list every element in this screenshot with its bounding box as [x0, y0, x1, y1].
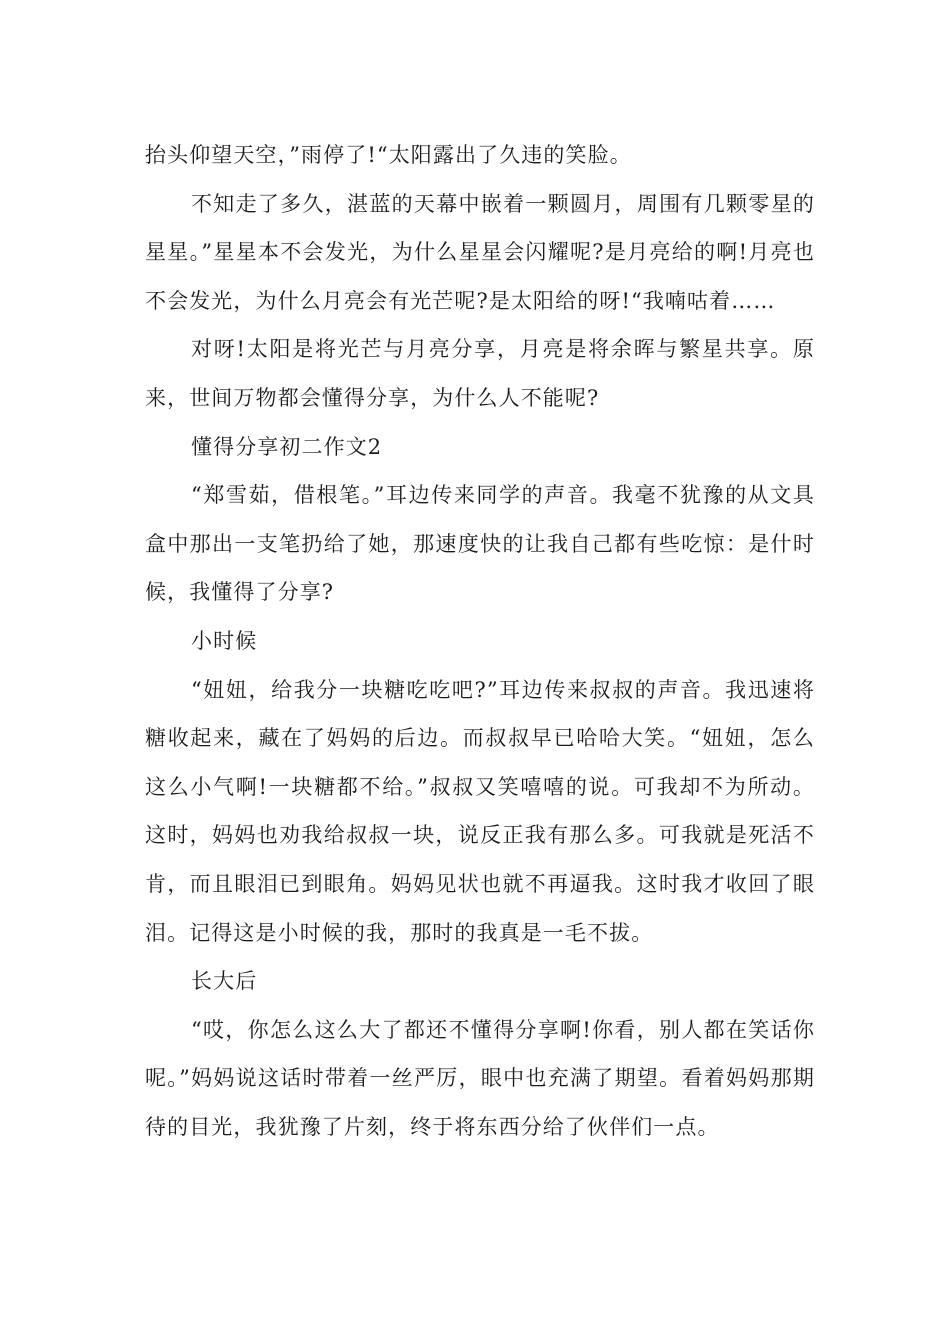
- paragraph: “郑雪茹，借根笔。”耳边传来同学的声音。我毫不犹豫的从文具盒中那出一支笔扔给了她，那速度快的让我自己都有些吃惊：是什时候，我懂得了分享?: [145, 483, 815, 605]
- subsection-heading: 小时候: [191, 628, 258, 653]
- document-body: [145, 131, 815, 1151]
- paragraph: “妞妞，给我分一块糖吃吃吧?”耳边传来叔叔的声音。我迅速将糖收起来，藏在了妈妈的后边。而叔叔早已哈哈大笑。“妞妞，怎么这么小气啊!一块糖都不给。”叔叔又笑嘻嘻的说。可我却不为所动。这时，妈妈也劝我给叔叔一块，说反正我有那么多。可我就是死活不肯，而且眼泪已到眼角。妈妈见状也就不再逼我。这时我才收回了眼泪。记得这是小时候的我，那时的我真是一毛不拔。: [145, 677, 815, 945]
- paragraph: “哎，你怎么这么大了都还不懂得分享啊!你看，别人都在笑话你呢。”妈妈说这话时带着一丝严厉，眼中也充满了期望。看着妈妈那期待的目光，我犹豫了片刻，终于将东西分给了伙伴们一点。: [145, 1017, 815, 1139]
- paragraph: 不知走了多久，湛蓝的天幕中嵌着一颗圆月，周围有几颗零星的星星。”星星本不会发光，为什么星星会闪耀呢?是月亮给的啊!月亮也不会发光，为什么月亮会有光芒呢?是太阳给的呀!“我喃咕着……: [145, 191, 815, 313]
- paragraph: 对呀!太阳是将光芒与月亮分享，月亮是将余晖与繁星共享。原来，世间万物都会懂得分享，为什么人不能呢?: [145, 337, 815, 410]
- paragraph: 抬头仰望天空，”雨停了!“太阳露出了久违的笑脸。: [145, 143, 632, 167]
- section-heading: 懂得分享初二作文2: [191, 434, 383, 459]
- subsection-heading: 长大后: [191, 969, 258, 994]
